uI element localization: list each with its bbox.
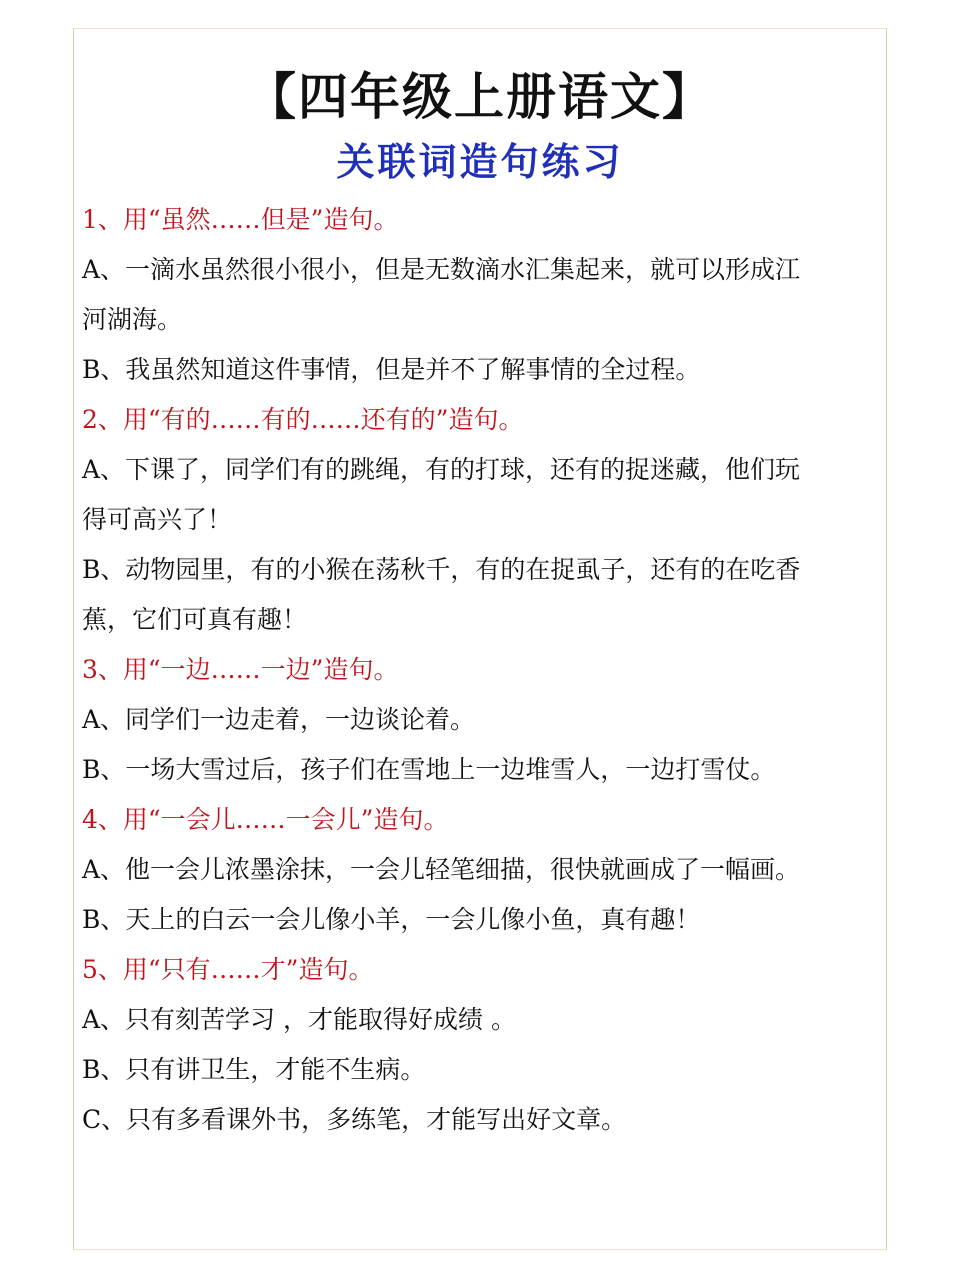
section-4: [82, 795, 872, 945]
section-1: [82, 195, 872, 395]
answer-2a: [82, 445, 872, 545]
answer-line: A、一滴水虽然很小很小，但是无数滴水汇集起来，就可以形成江: [82, 255, 801, 284]
answer-line: 得可高兴了！: [82, 505, 233, 534]
answer-line: B、我虽然知道这件事情，但是并不了解事情的全过程。: [82, 355, 701, 384]
answer-3b: [82, 745, 872, 795]
answer-2b: [82, 545, 872, 645]
question-2: 2、用“有的……有的……还有的”造句。: [82, 405, 524, 434]
question-3: 3、用“一边……一边”造句。: [82, 655, 399, 684]
page-subtitle: 关联词造句练习: [336, 139, 624, 184]
answer-line: 河湖海。: [82, 305, 183, 334]
answer-line: B、天上的白云一会儿像小羊，一会儿像小鱼，真有趣！: [82, 905, 701, 934]
answer-5b: [82, 1045, 872, 1095]
exercise-list: [82, 195, 872, 1145]
answer-line: B、动物园里，有的小猴在荡秋千，有的在捉虱子，还有的在吃香: [82, 555, 801, 584]
answer-1a: [82, 245, 872, 345]
answer-line: B、只有讲卫生，才能不生病。: [82, 1055, 426, 1084]
answer-5a: [82, 995, 872, 1045]
answer-line: 蕉，它们可真有趣！: [82, 605, 308, 634]
section-5: [82, 945, 872, 1145]
answer-line: B、一场大雪过后，孩子们在雪地上一边堆雪人，一边打雪仗。: [82, 755, 776, 784]
section-3: [82, 645, 872, 795]
answer-line: A、同学们一边走着，一边谈论着。: [82, 705, 476, 734]
answer-4b: [82, 895, 872, 945]
answer-4a: [82, 845, 872, 895]
question-4: 4、用“一会儿……一会儿”造句。: [82, 805, 449, 834]
answer-1b: [82, 345, 872, 395]
question-5: 5、用“只有……才”造句。: [82, 955, 374, 984]
answer-line: A、下课了，同学们有的跳绳，有的打球，还有的捉迷藏，他们玩: [82, 455, 801, 484]
answer-line: A、他一会儿浓墨涂抹，一会儿轻笔细描，很快就画成了一幅画。: [82, 855, 801, 884]
answer-5c: [82, 1095, 872, 1145]
section-2: [82, 395, 872, 645]
question-1: 1、用“虽然……但是”造句。: [82, 205, 399, 234]
answer-line: A、只有刻苦学习 ，才能取得好成绩 。: [82, 1005, 516, 1034]
page-title: 【四年级上册语文】: [246, 67, 714, 126]
answer-line: C、只有多看课外书，多练笔，才能写出好文章。: [82, 1105, 627, 1134]
answer-3a: [82, 695, 872, 745]
